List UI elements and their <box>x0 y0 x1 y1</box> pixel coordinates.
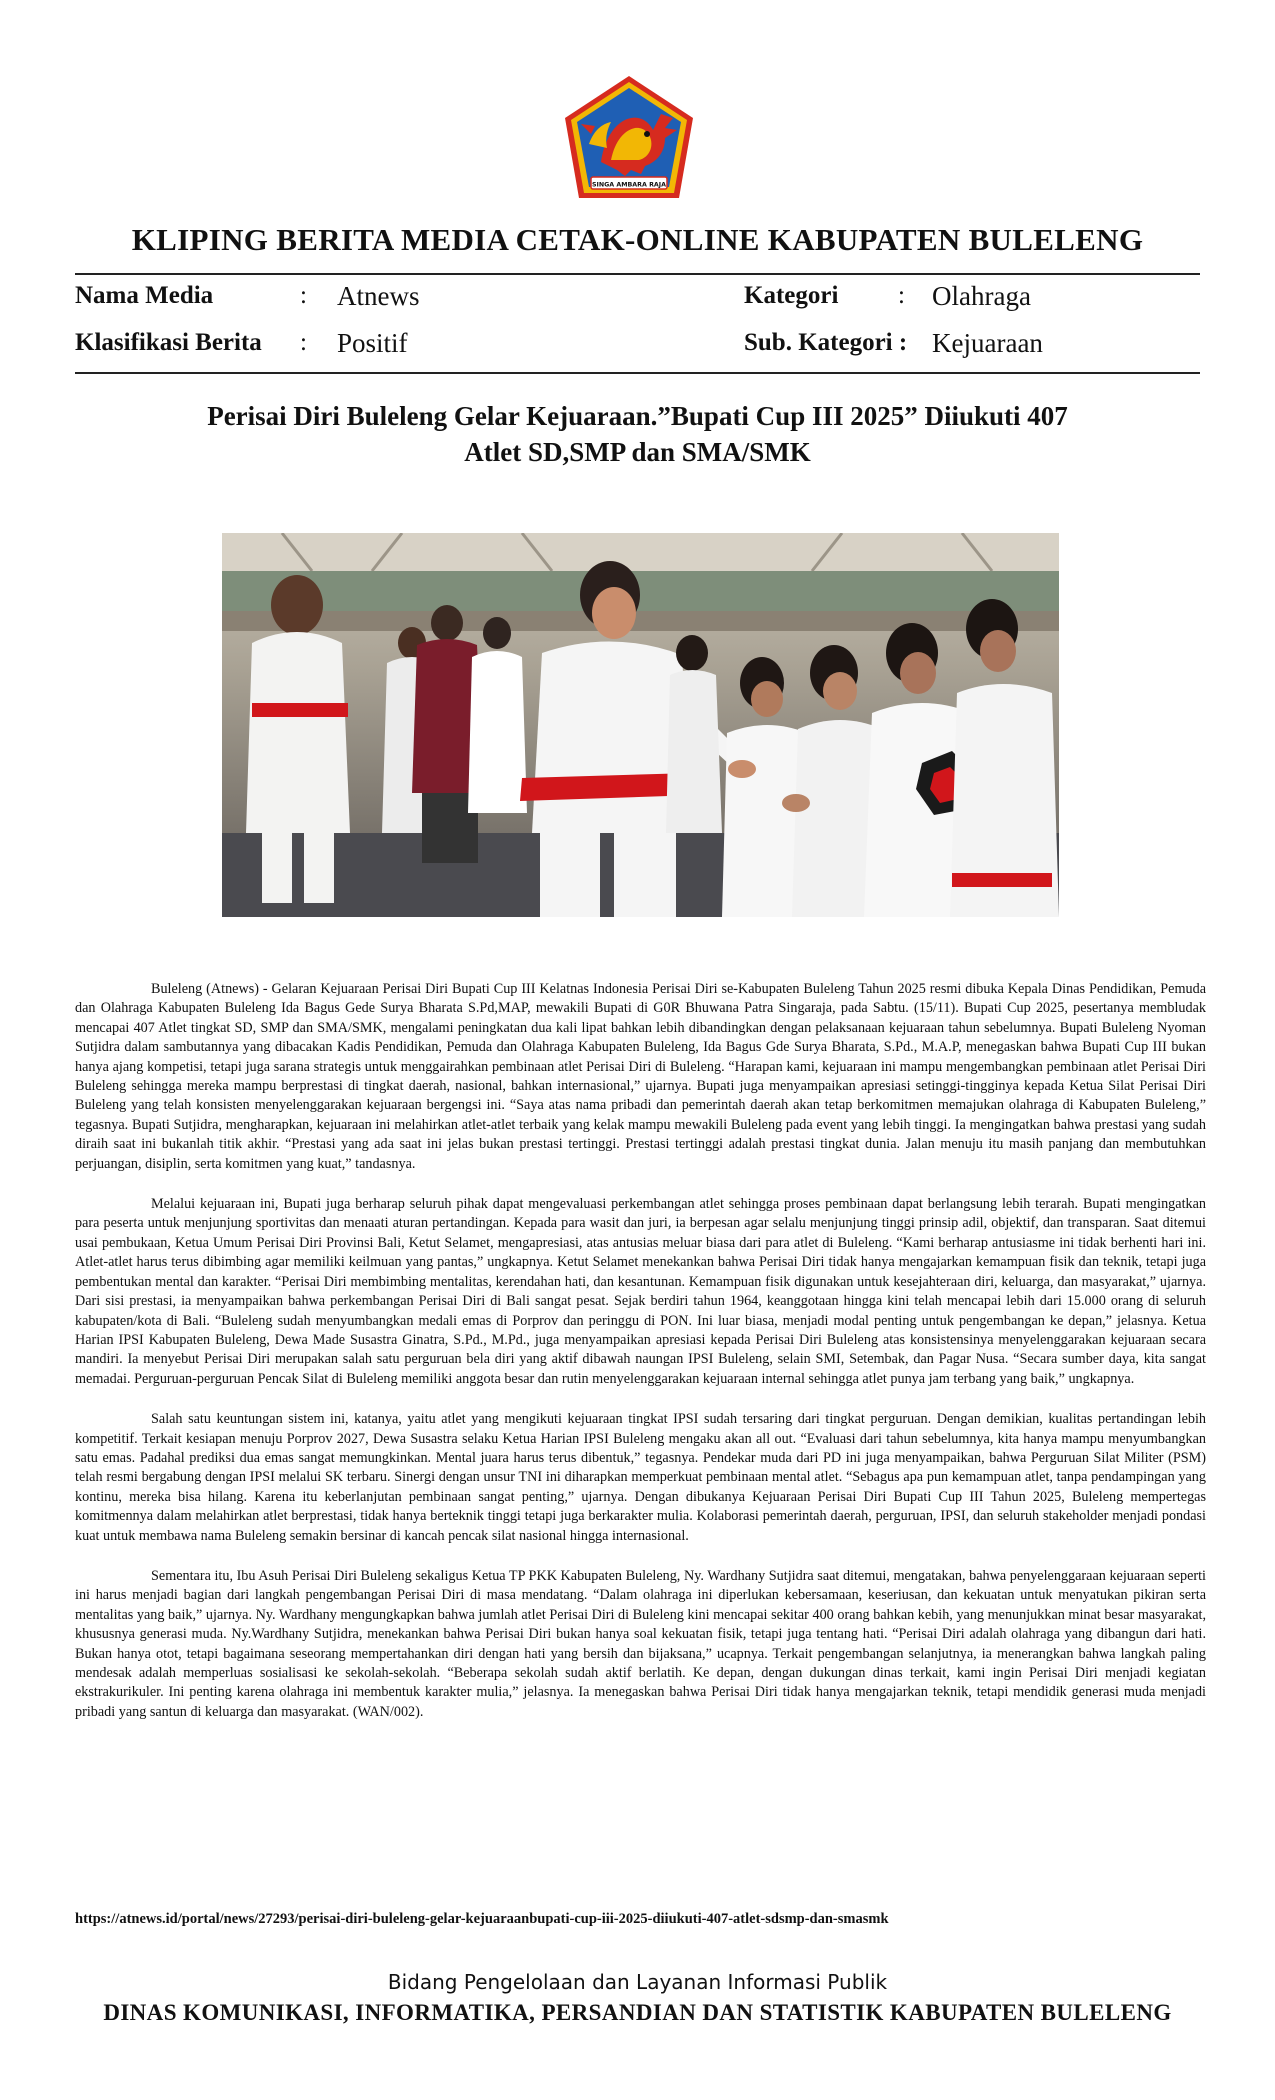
crest-motto: SINGA AMBARA RAJA <box>591 181 667 189</box>
singa-ambara-raja-crest-icon <box>561 74 697 202</box>
source-link[interactable]: https://atnews.id/portal/news/27293/perisai-diri-buleleng-gelar-kejuaraanbupati-cup-iii-2025-diiukuti-407-atlet-sdsmp-dan-smasmk <box>75 1911 889 1927</box>
klasifikasi-value: Positif <box>337 328 408 358</box>
nama-media-value: Atnews <box>337 281 420 311</box>
headline-line-2: Atlet SD,SMP dan SMA/SMK <box>464 437 811 467</box>
article-headline <box>120 398 1155 470</box>
kategori-separator: : <box>898 282 905 309</box>
sub-kategori-label: Sub. Kategori : <box>744 329 908 356</box>
klasifikasi-label: Klasifikasi Berita <box>75 329 262 356</box>
sub-kategori-row <box>744 329 907 357</box>
kategori-label: Kategori <box>744 282 839 309</box>
kategori-row <box>744 282 838 310</box>
article-paragraph-1: Buleleng (Atnews) - Gelaran Kejuaraan Perisai Diri Bupati Cup III Kelatnas Indonesia Perisai Diri se-Kabupaten Buleleng Tahun 2025 resmi dibuka Kepala Dinas Pendidikan, Pemuda dan Olahraga Kabupaten Buleleng Ida Bagus Gede Surya Bharata S.Pd,MAP, mewakili Bupati di G0R Bhuwana Patra Singaraja, pada Sabtu. (15/11). Bupati Cup 2025, pesertanya membludak mencapai 407 Atlet tingkat SD, SMP dan SMA/SMK, mengalami peningkatan dua kali lipat bahkan lebih dibandingkan dengan pelaksanaan kejuaraan tahun sebelumnya. Bupati Buleleng Nyoman Sutjidra dalam sambutannya yang dibacakan Kadis Pendidikan, Pemuda dan Olahraga Kabupaten Buleleng, Ida Bagus Gde Surya Bharata, S.Pd., M.A.P, menegaskan bahwa Bupati Cup III bukan hanya ajang kompetisi, tetapi juga sarana strategis untuk menggairahkan pembinaan atlet Perisai Diri di Buleleng. “Harapan kami, kejuaraan ini mampu mengembangkan pembinaan atlet Perisai Diri Buleleng sehingga mereka mampu berprestasi di tingkat daerah, nasional, bahkan internasional,” ujarnya. Bupati juga menyampaikan apresiasi setinggi-tingginya kepada Ketua Silat Perisai Diri Buleleng yang telah konsisten menyelenggarakan kejuaraan bergengsi ini. “Saya atas nama pribadi dan pemerintah daerah akan tetap berkomitmen memajukan olahraga di Kabupaten Buleleng,” tegasnya. Bupati Sutjidra, mengharapkan, kejuaraan ini melahirkan atlet-atlet terbaik yang kelak mampu mewakili Buleleng pada event yang lebih tinggi. Ia mengingatkan bahwa prestasi yang sudah diraih saat ini bukanlah titik akhir. “Prestasi yang ada saat ini jelas bukan prestasi tertinggi. Prestasi tertinggi adalah prestasi tingkat dunia. Jalan menuju itu masih panjang dan membutuhkan perjuangan, disiplin, serta komitmen yang kuat,” tandasnya. <box>75 981 1206 1172</box>
article-paragraph-2: Melalui kejuaraan ini, Bupati juga berharap seluruh pihak dapat mengevaluasi perkembangan atlet sehingga proses pembinaan dapat berlangsung lebih terarah. Bupati mengingatkan para peserta untuk menjunjung sportivitas dan menaati aturan pertandingan. Kepada para wasit dan juri, ia berpesan agar selalu menjunjung tinggi prinsip adil, objektif, dan transparan. Saat ditemui usai pembukaan, Ketua Umum Perisai Diri Provinsi Bali, Ketut Selamet, mengapresiasi, atas antusias meluar biasa dari para atlet di Buleleng. “Kami berharap antusiasme ini tidak berhenti hari ini. Atlet-atlet harus terus dibimbing agar memiliki keilmuan yang pantas,” ungkapnya. Ketut Selamet menekankan bahwa Perisai Diri tidak hanya mengajarkan kemampuan fisik dan teknik, tetapi juga pembentukan mental dan karakter. “Perisai Diri membimbing mentalitas, kerendahan hati, dan kesantunan. Kemampuan fisik digunakan untuk kesejahteraan diri, keluarga, dan masyarakat,” ujarnya. Dari sisi prestasi, ia menyampaikan bahwa perkembangan Perisai Diri di Bali sangat pesat. Sejak berdiri tahun 1964, keanggotaan hingga kini telah mencapai lebih dari 15.000 orang di seluruh kabupaten/kota di Bali. “Buleleng sudah menyumbangkan medali emas di Porprov dan peringgu di PON. Ini luar biasa, menjadi modal penting untuk pengembangan ke depan,” jelasnya. Ketua Harian IPSI Kabupaten Buleleng, Dewa Made Susastra Ginatra, S.Pd., M.Pd., juga menyampaikan apresiasi kepada Perisai Diri Buleleng atas konsistensinya menyelenggarakan kejuaraan secara mandiri. Ia menyebut Perisai Diri merupakan salah satu perguruan bela diri yang aktif dibawah naungan IPSI Buleleng, selain SMI, Setembak, dan Pagar Nusa. “Secara sumber daya, kita sangat memadai. Perguruan-perguruan Pencak Silat di Buleleng memiliki anggota besar dan rutin menyelenggarakan kejuaraan internal sehingga atlet punya jam terbang yang baik,” ungkapnya. <box>75 1196 1206 1387</box>
page-title: KLIPING BERITA MEDIA CETAK-ONLINE KABUPATEN BULELENG <box>131 222 1144 257</box>
nama-media-separator: : <box>300 282 307 309</box>
nama-media-label: Nama Media <box>75 282 214 309</box>
article-paragraph-3: Salah satu keuntungan sistem ini, katanya, yaitu atlet yang mengikuti kejuaraan tingkat IPSI sudah tersaring dari tingkat perguruan. Dengan demikian, kualitas pertandingan lebih kompetitif. Terkait kesiapan menuju Porprov 2027, Dewa Susastra selaku Ketua Harian IPSI Buleleng mengaku akan all out. “Evaluasi dari tahun sebelumnya, kita hanya mampu menyumbangkan satu emas. Padahal prediksi dua emas sangat memungkinkan. Mental juara harus terus dibentuk,” tegasnya. Pendekar muda dari PD ini juga menyampaikan, bahwa Perguruan Silat Militer (PSM) telah resmi bergabung dengan IPSI melalui SK terbaru. Sinergi dengan unsur TNI ini diharapkan memperkuat pembinaan mental atlet. “Sebagus apa pun kemampuan atlet, tanpa pendampingan yang kontinu, mereka bisa hilang. Karena itu keberlanjutan pembinaan sangat penting,” ujarnya. Dengan dibukanya Kejuaraan Perisai Diri Bupati Cup III Tahun 2025, Buleleng mempertegas komitmennya dalam melahirkan atlet berprestasi, tidak hanya berteknik tinggi tetapi juga berkarakter mulia. Kolaborasi pemerintah daerah, perguruan, IPSI, dan seluruh stakeholder menjadi pondasi kuat untuk membawa nama Buleleng semakin bersinar di kancah pencak silat nasional hingga internasional. <box>75 1411 1206 1544</box>
nama-media-row <box>75 282 213 310</box>
buleleng-crest-logo <box>561 74 697 202</box>
klasifikasi-separator: : <box>300 329 307 356</box>
kategori-value: Olahraga <box>932 281 1031 311</box>
headline-line-1: Perisai Diri Buleleng Gelar Kejuaraan.”Bupati Cup III 2025” Diiukuti 407 <box>207 401 1068 431</box>
klasifikasi-row <box>75 329 262 357</box>
footer-department: Bidang Pengelolaan dan Layanan Informasi Publik <box>387 1970 888 1994</box>
article-body <box>75 980 1206 1743</box>
title-divider <box>75 273 1200 275</box>
article-photo <box>222 533 1059 917</box>
footer-agency: DINAS KOMUNIKASI, INFORMATIKA, PERSANDIAN DAN STATISTIK KABUPATEN BULELENG <box>103 2000 1172 2025</box>
meta-divider <box>75 372 1200 374</box>
article-paragraph-4: Sementara itu, Ibu Asuh Perisai Diri Buleleng sekaligus Ketua TP PKK Kabupaten Buleleng, Ny. Wardhany Sutjidra saat ditemui, mengatakan, bahwa penyelenggaraan kejuaraan seperti ini harus menjadi bagian dari langkah pengembangan Perisai Diri di masa mendatang. “Dalam olahraga ini diperlukan kebersamaan, keseriusan, dan kekuatan untuk menyatukan pikiran serta mentalitas yang baik,” ujarnya. Ny. Wardhany mengungkapkan bahwa jumlah atlet Perisai Diri di Buleleng kini mencapai sekitar 400 orang bahkan kebih, yang menunjukkan minat besar masyarakat, khususnya generasi muda. Ny.Wardhany Sutjidra, menekankan bahwa Perisai Diri bukan hanya soal kekuatan fisik, tetapi juga tentang hati. “Perisai Diri adalah olahraga yang dibangun dari hati. Bukan hanya otot, tetapi bagaimana seseorang mempertahankan diri dengan hati yang bersih dan bijaksana,” ucapnya. Terkait pengembangan selanjutnya, ia menerangkan bahwa langkah paling mendesak adalah memperluas sosialisasi ke sekolah-sekolah. “Beberapa sekolah sudah aktif berlatih. Ke depan, dengan dukungan dinas terkait, kami ingin Perisai Diri menjadi kegiatan ekstrakurikuler. Ini penting karena olahraga ini membentuk karakter mulia,” jelasnya. Ia menegaskan bahwa Perisai Diri tidak hanya mengajarkan teknik, tetapi mendidik generasi muda menjadi pribadi yang santun di keluarga dan masyarakat. (WAN/002). <box>75 1567 1206 1720</box>
sub-kategori-value: Kejuaraan <box>932 328 1043 358</box>
event-photo-athletes-greeting-icon <box>222 533 1059 917</box>
